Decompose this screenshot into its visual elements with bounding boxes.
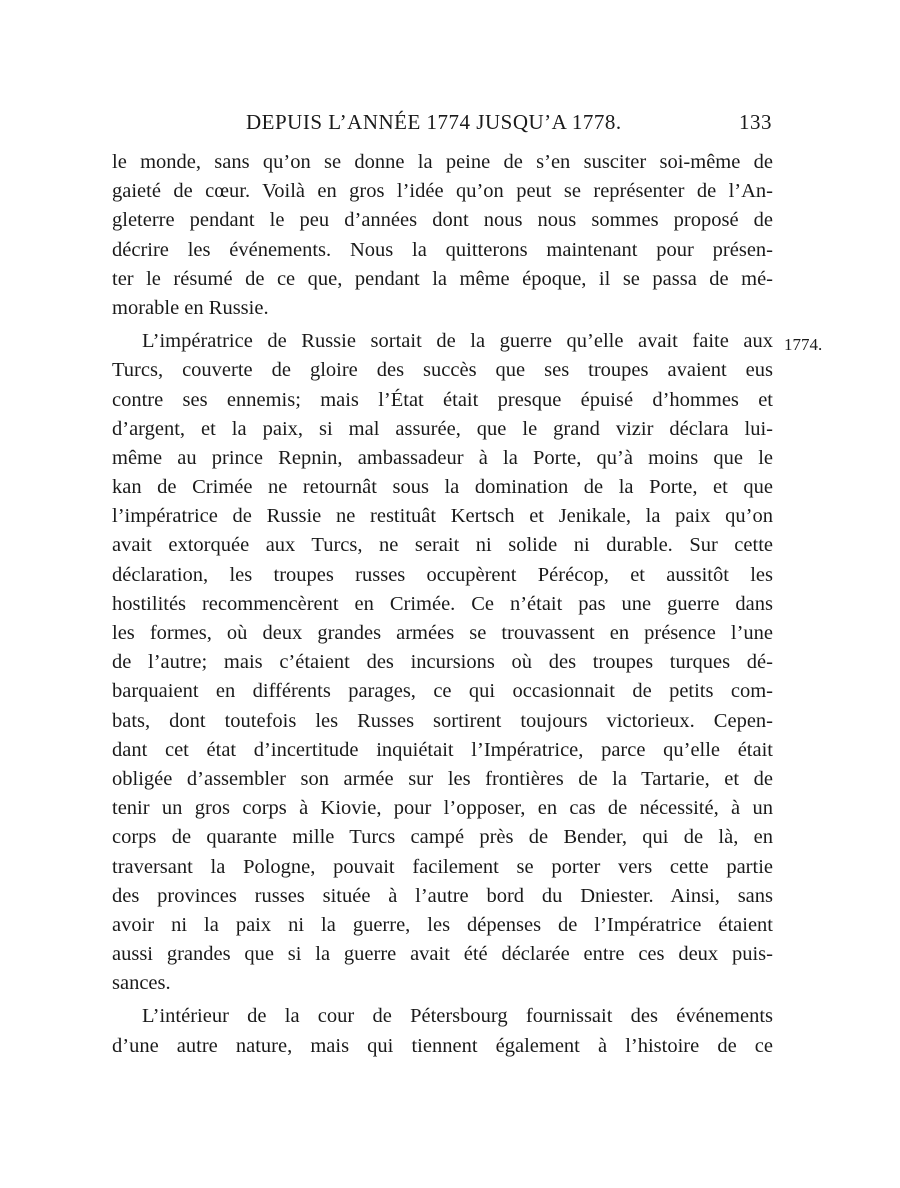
text-line: des provinces russes située à l’autre bord du Dniester. Ainsi, sans (112, 884, 773, 907)
text-line: traversant la Pologne, pouvait facilement se porter vers cette partie (112, 855, 773, 878)
text-line: gaieté de cœur. Voilà en gros l’idée qu’on peut se représenter de l’An- (112, 180, 773, 203)
text-line: hostilités recommencèrent en Crimée. Ce n’était pas une guerre dans (112, 592, 773, 615)
body-text (112, 148, 773, 1061)
text-line: l’impératrice de Russie ne restituât Kertsch et Jenikale, la paix qu’on (112, 505, 773, 528)
text-line: de l’autre; mais c’étaient des incursions où des troupes turques dé- (112, 651, 773, 674)
running-head (112, 110, 772, 144)
text-line: bats, dont toutefois les Russes sortirent toujours victorieux. Cepen- (112, 709, 773, 732)
text-line: les formes, où deux grandes armées se trouvassent en présence l’une (112, 622, 773, 644)
text-line: morable en Russie. (112, 296, 269, 319)
running-title: DEPUIS L’ANNÉE 1774 JUSQU’A 1778. (246, 110, 622, 134)
text-line: aussi grandes que si la guerre avait été déclarée entre ces deux puis- (112, 943, 773, 966)
text-line: L’intérieur de la cour de Pétersbourg fournissait des événements (142, 1005, 773, 1028)
text-line: corps de quarante mille Turcs campé près de Bender, qui de là, en (112, 826, 773, 849)
text-line: tenir un gros corps à Kiovie, pour l’opposer, en cas de nécessité, à un (112, 797, 773, 820)
text-line: L’impératrice de Russie sortait de la guerre qu’elle avait faite aux (142, 330, 773, 353)
text-line: le monde, sans qu’on se donne la peine de s’en susciter soi-même de (112, 151, 773, 173)
text-line: barquaient en différents parages, ce qui occasionnait de petits com- (112, 680, 773, 703)
text-line: ter le résumé de ce que, pendant la même époque, il se passa de mé- (112, 267, 773, 290)
text-line: Turcs, couverte de gloire des succès que ses troupes avaient eus (112, 359, 773, 382)
text-line: obligée d’assembler son armée sur les frontières de la Tartarie, et de (112, 767, 773, 790)
text-line: d’une autre nature, mais qui tiennent également à l’histoire de ce (112, 1034, 773, 1057)
text-line: dant cet état d’incertitude inquiétait l’Impératrice, parce qu’elle était (112, 738, 773, 761)
text-line: gleterre pendant le peu d’années dont nous nous sommes proposé de (112, 209, 773, 232)
text-line: même au prince Repnin, ambassadeur à la Porte, qu’à moins que le (112, 446, 773, 469)
page-number: 133 (739, 110, 772, 134)
text-line: sances. (112, 972, 171, 995)
text-line: décrire les événements. Nous la quitterons maintenant pour présen- (112, 238, 773, 261)
text-line: kan de Crimée ne retournât sous la domination de la Porte, et que (112, 476, 773, 499)
text-line: avait extorquée aux Turcs, ne serait ni solide ni durable. Sur cette (112, 534, 773, 557)
margin-year-note: 1774. (784, 335, 823, 354)
text-line: d’argent, et la paix, si mal assurée, que le grand vizir déclara lui- (112, 417, 773, 440)
text-line: contre ses ennemis; mais l’État était presque épuisé d’hommes et (112, 388, 773, 411)
text-line: déclaration, les troupes russes occupèrent Pérécop, et aussitôt les (112, 563, 773, 586)
text-line: avoir ni la paix ni la guerre, les dépenses de l’Impératrice étaient (112, 913, 773, 936)
